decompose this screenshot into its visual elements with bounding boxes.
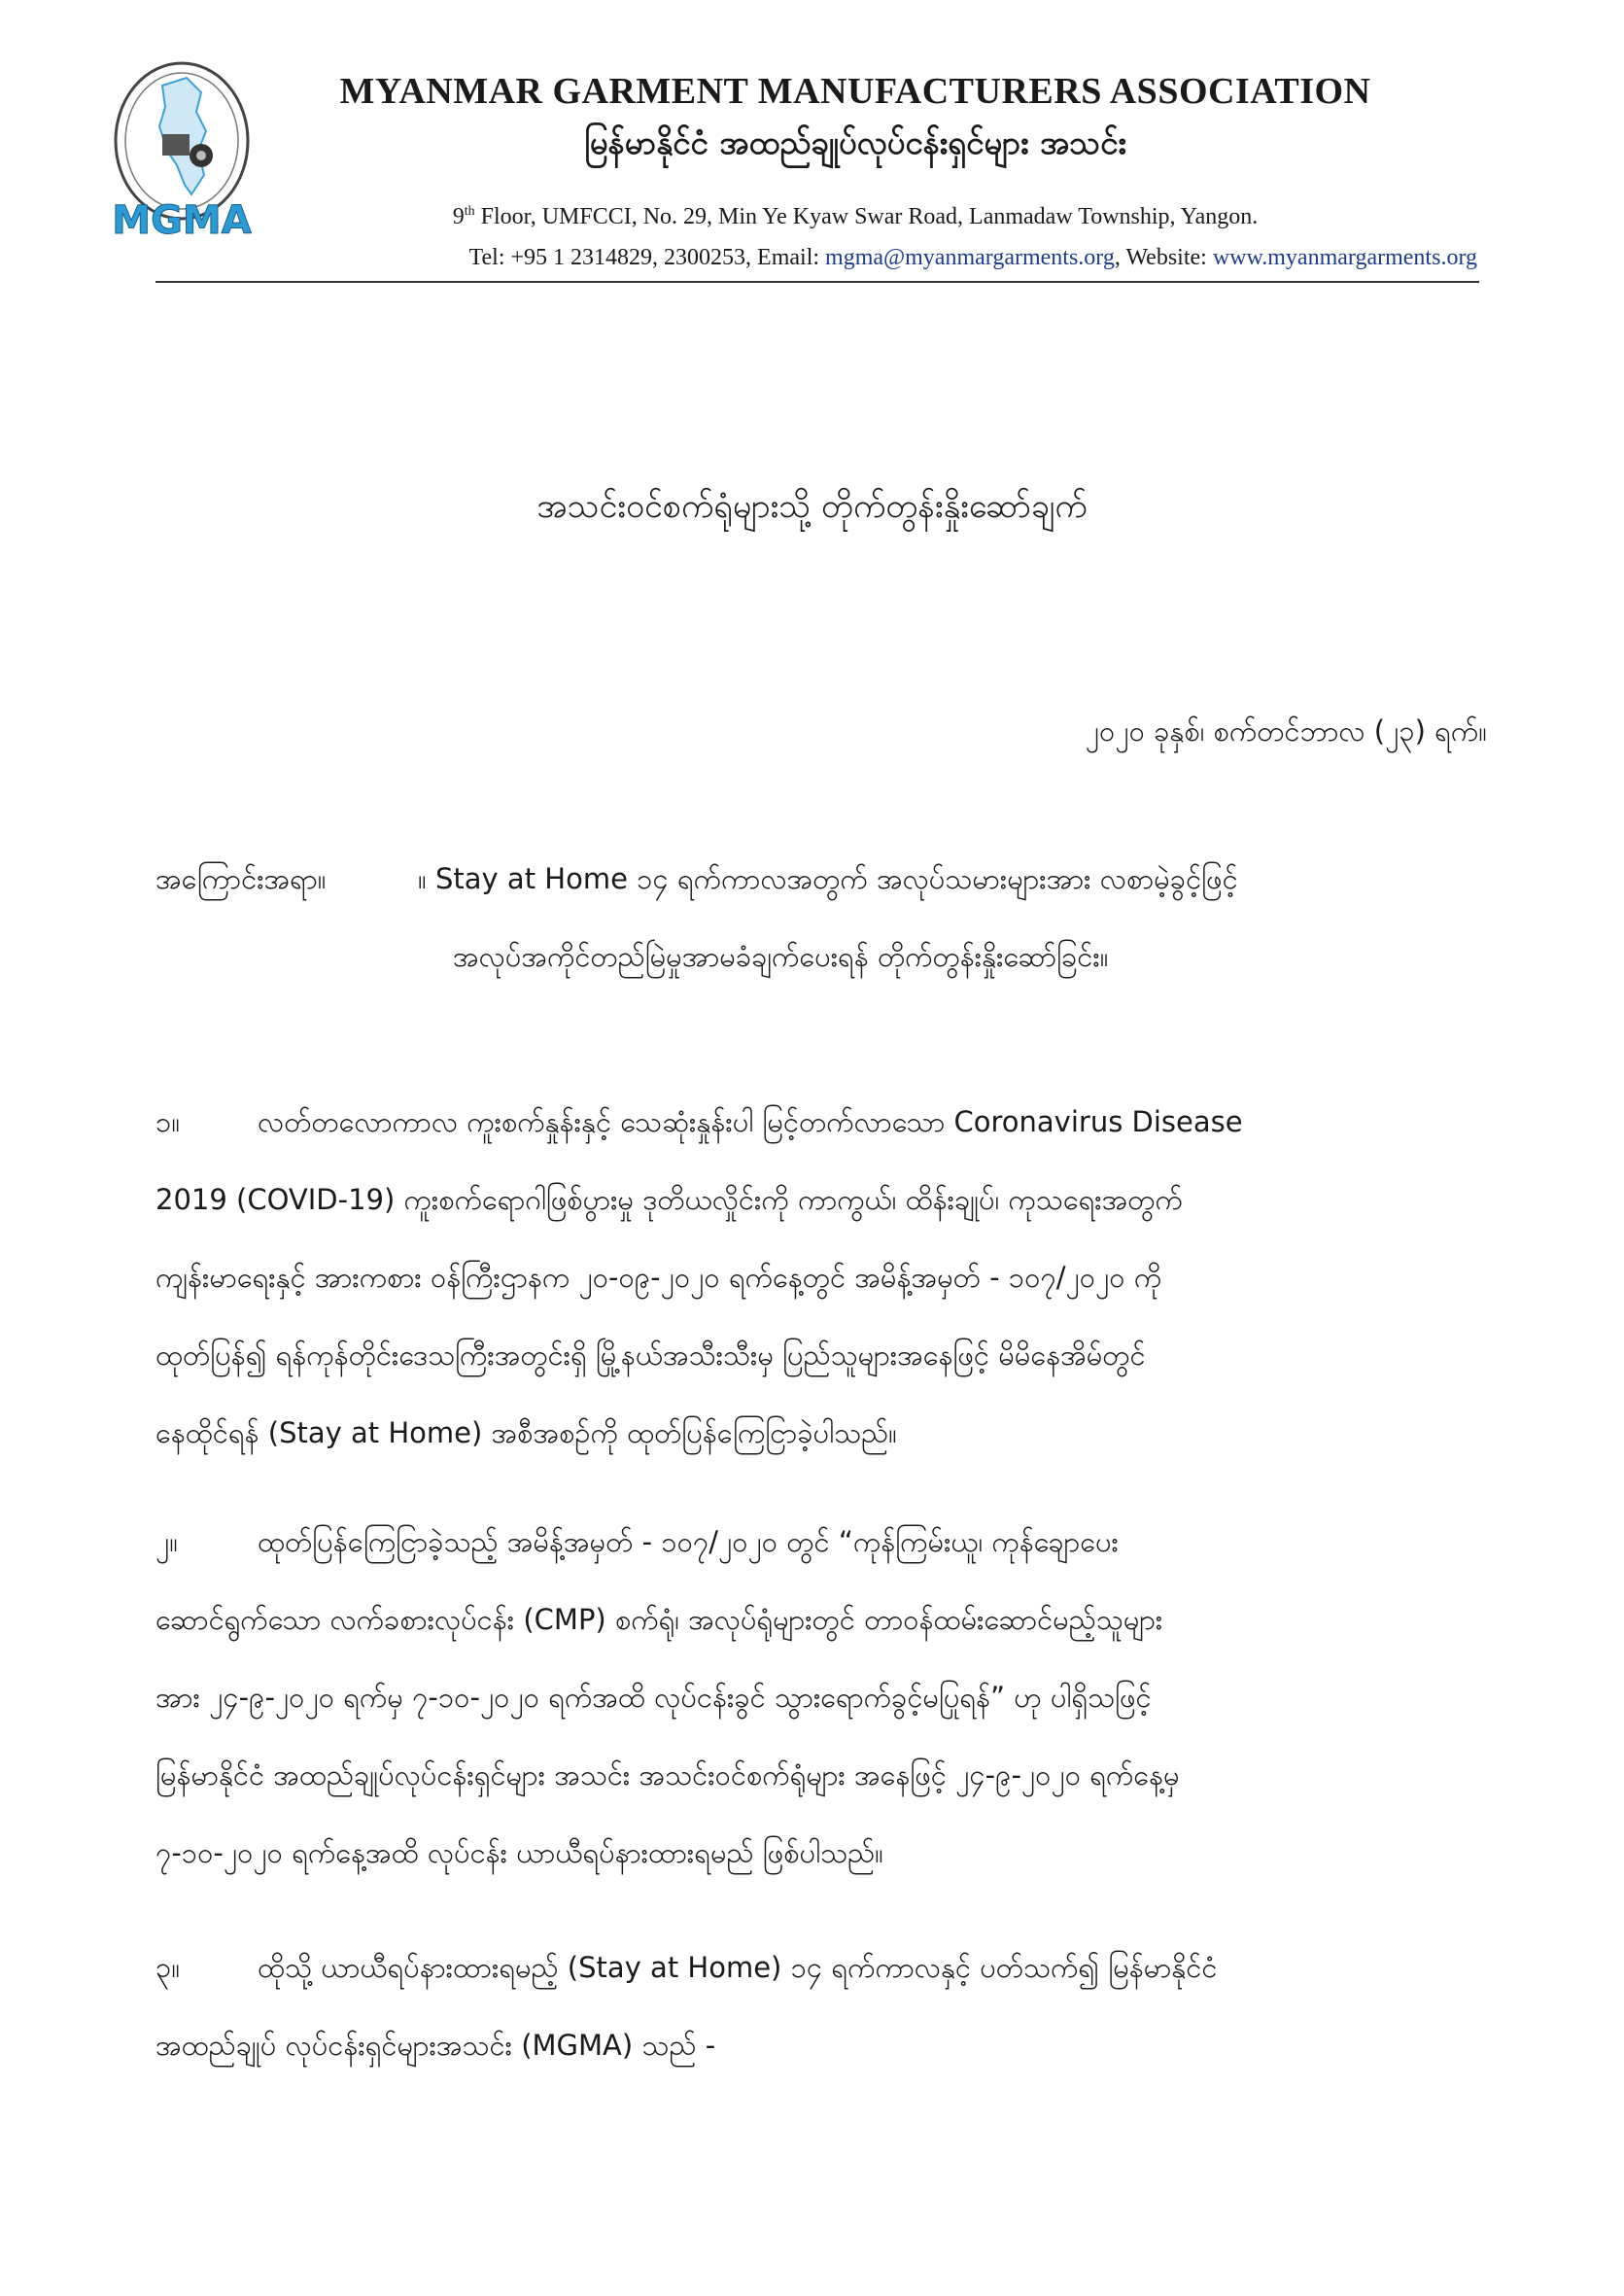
tel-prefix: Tel: +95 1 2314829, 2300253, Email: <box>468 245 826 270</box>
paragraph-1-line-2: 2019 (COVID-19) ကူးစက်ရောဂါဖြစ်ပွားမှု ဒုတိယလှိုင်းကို ကာကွယ်၊ ထိန်းချုပ်၊ ကုသရေးအတွက် <box>155 1183 1183 1216</box>
paragraph-2-line-3: အား ၂၄-၉-၂၀၂၀ ရက်မှ ၇-၁၀-၂၀၂၀ ရက်အထိ လုပ်ငန်းခွင် သွားရောက်ခွင့်မပြုရန်” ဟု ပါရှိသဖြင့် <box>155 1681 1152 1714</box>
paragraph-1-line-5: နေထိုင်ရန် (Stay at Home) အစီအစဉ်ကို ထုတ်ပြန်ကြေငြာခဲ့ပါသည်။ <box>155 1416 897 1449</box>
subject-line-2: အလုပ်အကိုင်တည်မြဲမှုအာမခံချက်ပေးရန် တိုက်တွန်းနှိုးဆော်ခြင်း။ <box>453 940 1109 973</box>
website-prefix: , Website: <box>1114 245 1213 270</box>
document-title: အသင်းဝင်စက်ရုံများသို့ တိုက်တွန်းနှိုးဆော်ချက် <box>536 487 1088 526</box>
paragraph-1-line-1: လတ်တလောကာလ ကူးစက်နှုန်းနှင့် သေဆုံးနှုန်းပါ မြင့်တက်လာသော Coronavirus Disease <box>258 1105 1243 1138</box>
paragraph-3-line-1: ထိုသို့ ယာယီရပ်နားထားရမည့် (Stay at Home) ၁၄ ရက်ကာလနှင့် ပတ်သက်၍ မြန်မာနိုင်ငံ <box>258 1951 1218 1984</box>
org-name-en: MYANMAR GARMENT MANUFACTURERS ASSOCIATION <box>339 71 1371 112</box>
paragraph-3-number: ၃။ <box>155 1951 181 1984</box>
paragraph-3-line-2: အထည်ချုပ် လုပ်ငန်းရှင်များအသင်း (MGMA) သည် - <box>155 2029 716 2062</box>
org-name-mm: မြန်မာနိုင်ငံ အထည်ချုပ်လုပ်ငန်းရှင်များ အသင်း <box>584 123 1126 161</box>
paragraph-1-number: ၁။ <box>155 1105 181 1138</box>
subject-line-1: ။ Stay at Home ၁၄ ရက်ကာလအတွက် အလုပ်သမားများအား လစာမဲ့ခွင့်ဖြင့် <box>418 862 1238 895</box>
logo-text: MGMA <box>112 198 252 243</box>
address-floor-suffix: th <box>464 204 475 219</box>
address-rest: Floor, UMFCCI, No. 29, Min Ye Kyaw Swar Road, Lanmadaw Township, Yangon. <box>474 204 1259 229</box>
email-link[interactable]: mgma@myanmargarments.org <box>825 245 1115 270</box>
mgma-logo <box>109 58 255 243</box>
paragraph-2-number: ၂။ <box>155 1525 179 1558</box>
website-link[interactable]: www.myanmargarments.org <box>1212 245 1477 270</box>
contact-line <box>194 245 1477 271</box>
paragraph-1-line-3: ကျန်းမာရေးနှင့် အားကစား ဝန်ကြီးဌာနက ၂၀-၀၉-၂၀၂၀ ရက်နေ့တွင် အမိန့်အမှတ် - ၁၀၇/၂၀၂၀ ကို <box>155 1261 1162 1294</box>
header-divider <box>155 281 1479 283</box>
paragraph-2-line-1: ထုတ်ပြန်ကြေငြာခဲ့သည့် အမိန့်အမှတ် - ၁၀၇/၂၀၂၀ တွင် “ကုန်ကြမ်းယူ၊ ကုန်ချောပေး <box>258 1525 1119 1558</box>
paragraph-2-line-2: ဆောင်ရွက်သော လက်ခစားလုပ်ငန်း (CMP) စက်ရုံ၊ အလုပ်ရုံများတွင် တာဝန်ထမ်းဆောင်မည့်သူများ <box>155 1603 1163 1636</box>
paragraph-2-line-5: ၇-၁၀-၂၀၂၀ ရက်နေ့အထိ လုပ်ငန်း ယာယီရပ်နားထားရမည် ဖြစ်ပါသည်။ <box>155 1836 883 1869</box>
paragraph-2-line-4: မြန်မာနိုင်ငံ အထည်ချုပ်လုပ်ငန်းရှင်များ အသင်း အသင်းဝင်စက်ရုံများ အနေဖြင့် ၂၄-၉-၂၀၂၀ ရက်နေ့မှ <box>155 1758 1180 1792</box>
paragraph-1-line-4: ထုတ်ပြန်၍ ရန်ကုန်တိုင်းဒေသကြီးအတွင်းရှိ မြို့နယ်အသီးသီးမှ ပြည်သူများအနေဖြင့် မိမိနေအိမ်တွင် <box>155 1339 1146 1372</box>
document-date: ၂၀၂၀ ခုနှစ်၊ စက်တင်ဘာလ (၂၃) ရက်။ <box>1085 714 1487 748</box>
address <box>321 204 1390 230</box>
address-floor-number: 9 <box>452 204 465 229</box>
subject-label: အကြောင်းအရာ။ <box>155 862 327 895</box>
